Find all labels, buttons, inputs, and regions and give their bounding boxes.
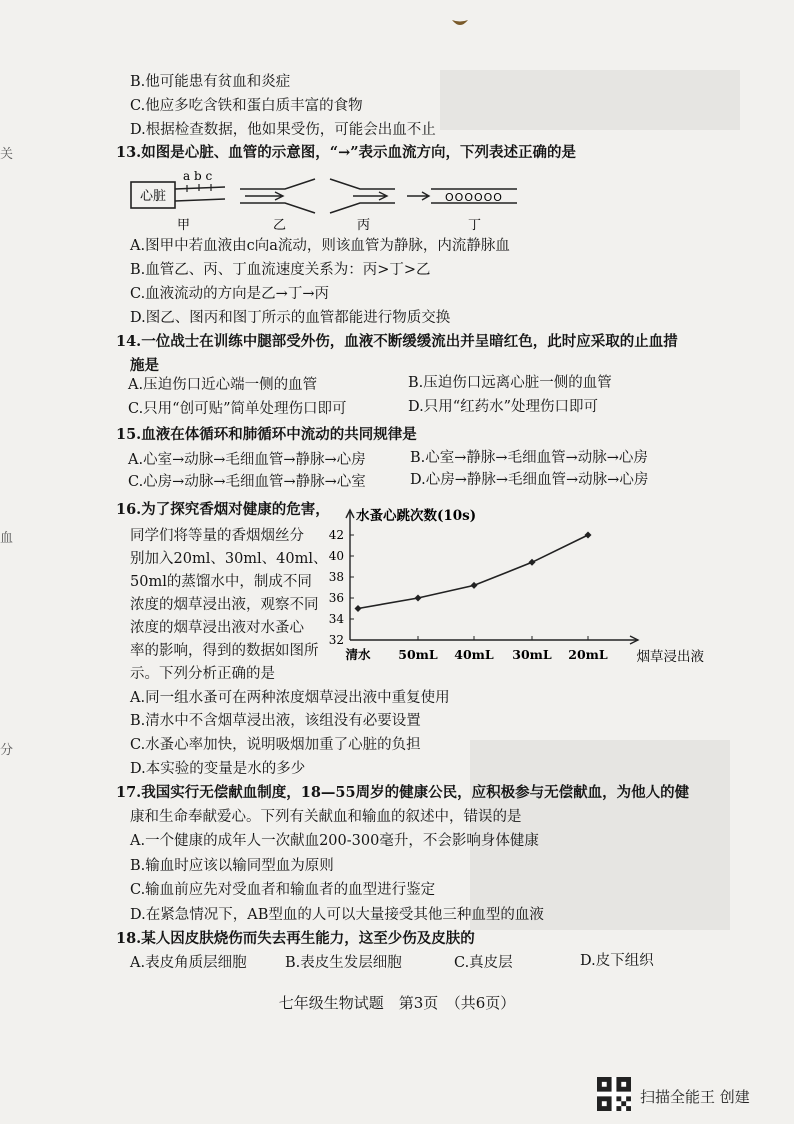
- qr-code-icon: [597, 1077, 631, 1111]
- option-d: D.只用“红药水”处理伤口即可: [408, 399, 599, 415]
- y-tick-label: 36: [328, 591, 344, 605]
- question-14-stem: 14.一位战士在训练中腿部受外伤，血液不断缓缓流出并呈暗红色，此时应采取的止血措: [116, 333, 678, 350]
- y-axis-label: 水蚤心跳次数(10s): [356, 508, 477, 524]
- x-tick-label: 50mL: [398, 647, 438, 662]
- option-d: D.心房→静脉→毛细血管→动脉→心房: [410, 472, 649, 488]
- option-b: B.血管乙、丙、丁血流速度关系为：丙>丁>乙: [130, 262, 431, 278]
- option-a: A.一个健康的成年人一次献血200-300毫升，不会影响身体健康: [130, 833, 539, 849]
- side-mark: 分: [0, 743, 14, 758]
- option-d: D.本实验的变量是水的多少: [130, 761, 306, 777]
- question-16-line: 浓度的烟草浸出液对水蚤心: [130, 620, 304, 636]
- option-d: D.在紧急情况下，AB型血的人可以大量接受其他三种血型的血液: [130, 907, 544, 923]
- scanner-watermark: 扫描全能王 创建: [640, 1088, 750, 1106]
- option-c: C.水蚤心率加快，说明吸烟加重了心脏的负担: [130, 737, 421, 753]
- option-c: C.只用“创可贴”简单处理伤口即可: [128, 401, 347, 417]
- side-mark: 血: [0, 531, 14, 546]
- data-point: [415, 595, 422, 602]
- option-b: B.表皮生发层细胞: [285, 955, 402, 971]
- heart-label: 心脏: [139, 189, 167, 204]
- page-footer: 七年级生物试题 第3页 （共6页）: [278, 994, 516, 1012]
- question-13-stem: 13.如图是心脏、血管的示意图，“→”表示血流方向，下列表述正确的是: [116, 144, 577, 161]
- question-16-stem: 16.为了探究香烟对健康的危害，: [116, 501, 330, 518]
- option-b: B.清水中不含烟草浸出液，该组没有必要设置: [130, 713, 421, 729]
- heart-rate-line-chart: [320, 500, 705, 670]
- yi-label: 乙: [273, 218, 287, 233]
- x-tick-label: 30mL: [512, 647, 552, 662]
- option-b: B.他可能患有贫血和炎症: [130, 74, 291, 90]
- option-c: C.真皮层: [454, 955, 513, 971]
- fold-mark: [448, 14, 472, 30]
- blood-cells-label: OOOOOO: [445, 191, 503, 204]
- option-b: B.压迫伤口远离心脏一侧的血管: [408, 375, 612, 391]
- option-d: D.皮下组织: [580, 953, 654, 969]
- option-d: D.根据检查数据，他如果受伤，可能会出血不止: [130, 122, 436, 138]
- option-b: B.心室→静脉→毛细血管→动脉→心房: [410, 450, 648, 466]
- blood-vessel-diagram: [125, 165, 535, 235]
- data-point: [529, 559, 536, 566]
- bing-label: 丙: [357, 218, 371, 233]
- y-tick-label: 40: [328, 549, 344, 563]
- question-16-line: 别加入20ml、30ml、40ml、: [130, 551, 328, 567]
- option-b: B.输血时应该以输同型血为原则: [130, 858, 334, 874]
- question-14-stem-cont: 施是: [130, 357, 159, 374]
- option-c: C.血液流动的方向是乙→丁→丙: [130, 286, 329, 302]
- option-a: A.表皮角质层细胞: [130, 955, 247, 971]
- series-line: [358, 535, 588, 609]
- data-point: [585, 532, 592, 539]
- option-c: C.心房→动脉→毛细血管→静脉→心室: [128, 474, 366, 490]
- option-c: C.他应多吃含铁和蛋白质丰富的食物: [130, 98, 363, 114]
- y-tick-label: 42: [328, 528, 344, 542]
- data-point: [355, 605, 362, 612]
- option-a: A.心室→动脉→毛细血管→静脉→心房: [128, 452, 366, 468]
- bleed-through-shadow: [440, 70, 740, 130]
- question-16-line: 50ml的蒸馏水中，制成不同: [130, 574, 312, 590]
- option-d: D.图乙、图丙和图丁所示的血管都能进行物质交换: [130, 310, 451, 326]
- side-mark: 关: [0, 147, 14, 162]
- option-a: A.同一组水蚤可在两种浓度烟草浸出液中重复使用: [130, 690, 450, 706]
- y-tick-label: 34: [328, 612, 344, 626]
- question-18-stem: 18.某人因皮肤烧伤而失去再生能力，这至少伤及皮肤的: [116, 930, 475, 947]
- question-16-line: 浓度的烟草浸出液，观察不同: [130, 597, 319, 613]
- x-axis-label: 烟草浸出液: [636, 649, 704, 665]
- question-17-stem-cont: 康和生命奉献爱心。下列有关献血和输血的叙述中，错误的是: [130, 809, 522, 825]
- option-a: A.图甲中若血液由c向a流动，则该血管为静脉，内流静脉血: [130, 238, 510, 254]
- question-17-stem: 17.我国实行无偿献血制度，18—55周岁的健康公民，应积极参与无偿献血，为他人的健: [116, 784, 690, 801]
- x-tick-label: 20mL: [568, 647, 608, 662]
- abc-label: a b c: [183, 169, 213, 183]
- option-c: C.输血前应先对受血者和输血者的血型进行鉴定: [130, 882, 436, 898]
- y-tick-label: 32: [328, 633, 344, 647]
- question-16-line: 同学们将等量的香烟烟丝分: [130, 528, 304, 544]
- question-16-line: 示。下列分析正确的是: [130, 666, 275, 682]
- data-point: [471, 582, 478, 589]
- question-15-stem: 15.血液在体循环和肺循环中流动的共同规律是: [116, 426, 417, 443]
- ding-label: 丁: [468, 218, 482, 233]
- y-tick-label: 38: [328, 570, 344, 584]
- question-16-line: 率的影响，得到的数据如图所: [130, 643, 319, 659]
- jia-label: 甲: [177, 218, 191, 233]
- option-a: A.压迫伤口近心端一侧的血管: [128, 377, 318, 393]
- x-tick-label: 40mL: [454, 647, 494, 662]
- x-tick-label: 清水: [345, 647, 371, 662]
